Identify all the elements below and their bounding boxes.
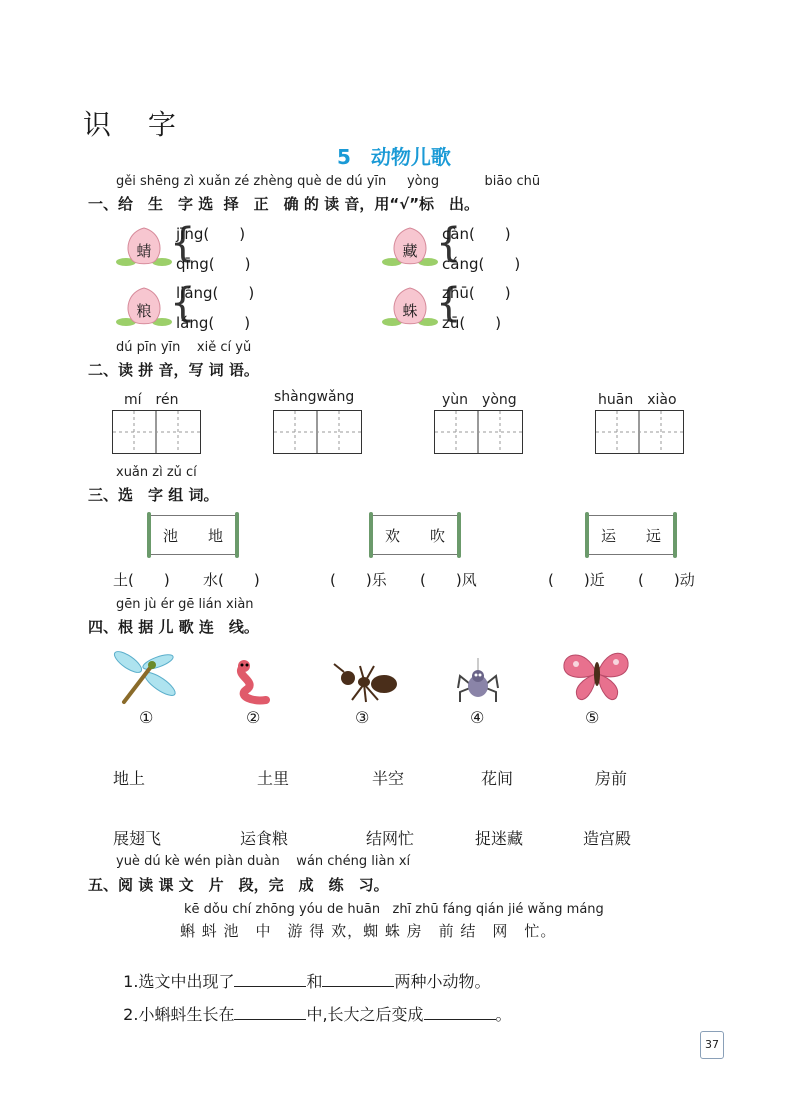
- lesson-title: 5 动物儿歌: [337, 145, 451, 169]
- q1-pinyin: gěi shēng zì xuǎn zé zhèng què de dú yīn yòng biāo chū: [116, 174, 541, 189]
- q3-instruction: 三、选 字 组 词。: [88, 486, 219, 504]
- place-label[interactable]: 地上: [113, 769, 146, 788]
- q4-instruction: 四、根 据 儿 歌 连 线。: [88, 618, 259, 636]
- q5-pinyin: yuè dú kè wén piàn duàn wán chéng liàn xí: [116, 854, 411, 869]
- sub-question-text: 两种小动物。: [394, 972, 491, 991]
- brace: {: [170, 280, 196, 326]
- fill-blank[interactable]: ( )乐: [330, 571, 387, 589]
- word-scroll: [370, 515, 460, 555]
- writing-grid[interactable]: [273, 410, 362, 454]
- fill-blank[interactable]: ( )近: [548, 571, 605, 589]
- page-number: 37: [700, 1031, 724, 1059]
- sub-question-2: [113, 983, 512, 1025]
- earthworm-icon: [232, 656, 272, 706]
- action-label[interactable]: 结网忙: [366, 829, 415, 848]
- q1-opt-1a[interactable]: jīng( ): [176, 225, 246, 243]
- passage-text: 蝌 蚪 池 中 游 得 欢，蜘 蛛 房 前 结 网 忙。: [180, 922, 557, 940]
- q4-pinyin: gēn jù ér gē lián xiàn: [116, 597, 254, 612]
- q1-opt-3a[interactable]: liáng( ): [176, 284, 255, 302]
- q3-pinyin: xuǎn zì zǔ cí: [116, 465, 197, 480]
- writing-grid[interactable]: [595, 410, 684, 454]
- q1-opt-3b[interactable]: láng( ): [176, 314, 251, 332]
- q1-char-2: 藏: [402, 242, 418, 260]
- animal-number: ⑤: [585, 708, 600, 727]
- q1-opt-2a[interactable]: càn( ): [442, 225, 511, 243]
- answer-blank[interactable]: [234, 1005, 306, 1020]
- q1-opt-4b[interactable]: zū( ): [442, 314, 502, 332]
- fill-blank[interactable]: ( )风: [420, 571, 477, 589]
- animal-number: ③: [355, 708, 370, 727]
- word-pinyin: shàngwǎng: [274, 389, 355, 405]
- peach-icon: [380, 222, 440, 272]
- peach-icon: [114, 222, 174, 272]
- action-label[interactable]: 捉迷藏: [475, 829, 524, 848]
- writing-grid[interactable]: [112, 410, 201, 454]
- section-title: 识 字: [83, 108, 190, 141]
- place-label[interactable]: 土里: [257, 769, 290, 788]
- word-pinyin: mí rén: [124, 392, 179, 408]
- word-pinyin: huān xiào: [598, 392, 677, 408]
- brace: {: [436, 280, 462, 326]
- q1-char-1: 蜻: [136, 242, 152, 260]
- q1-opt-1b[interactable]: qīng( ): [176, 255, 251, 273]
- q1-opt-4a[interactable]: zhū( ): [442, 284, 511, 302]
- q5-instruction: 五、阅 读 课 文 片 段，完 成 练 习。: [88, 876, 389, 894]
- word-pinyin: yùn yòng: [442, 392, 517, 408]
- sub-question-text: 。: [495, 1005, 512, 1024]
- fill-blank[interactable]: ( )动: [638, 571, 695, 589]
- q1-instruction: 一、给 生 字 选 择 正 确 的 读 音，用“√”标 出。: [88, 195, 480, 213]
- brace: {: [436, 220, 462, 266]
- scroll-text: 池 地: [163, 527, 224, 545]
- action-label[interactable]: 造宫殿: [583, 829, 632, 848]
- q1-char-3: 粮: [136, 302, 152, 320]
- peach-icon: [114, 282, 174, 332]
- animal-number: ②: [246, 708, 261, 727]
- brace: {: [170, 220, 196, 266]
- q1-opt-2b[interactable]: cáng( ): [442, 255, 521, 273]
- ant-icon: [330, 660, 400, 704]
- action-label[interactable]: 展翅飞: [113, 829, 162, 848]
- dragonfly-icon: [110, 648, 182, 706]
- spider-icon: [456, 658, 500, 704]
- scroll-text: 运 远: [601, 527, 662, 545]
- place-label[interactable]: 房前: [595, 769, 628, 788]
- sub-question-text: 和: [306, 972, 323, 991]
- peach-icon: [380, 282, 440, 332]
- sub-question-text: 中,长大之后变成: [306, 1005, 424, 1024]
- place-label[interactable]: 花间: [481, 769, 514, 788]
- word-scroll: [148, 515, 238, 555]
- animal-number: ①: [139, 708, 154, 727]
- q2-pinyin: dú pīn yīn xiě cí yǔ: [116, 340, 252, 355]
- sub-question-text: 1.选文中出现了: [123, 972, 235, 991]
- q2-instruction: 二、读 拼 音，写 词 语。: [88, 361, 259, 379]
- answer-blank[interactable]: [424, 1005, 496, 1020]
- q1-char-4: 蛛: [402, 302, 418, 320]
- passage-pinyin: kē dǒu chí zhōng yóu de huān zhī zhū fáng qián jié wǎng máng: [184, 902, 604, 917]
- place-label[interactable]: 半空: [372, 769, 405, 788]
- fill-blank[interactable]: 土( ): [113, 571, 170, 589]
- action-label[interactable]: 运食粮: [240, 829, 289, 848]
- scroll-text: 欢 吹: [385, 527, 446, 545]
- butterfly-icon: [558, 644, 634, 704]
- writing-grid[interactable]: [434, 410, 523, 454]
- animal-number: ④: [470, 708, 485, 727]
- word-scroll: [586, 515, 676, 555]
- fill-blank[interactable]: 水( ): [203, 571, 260, 589]
- sub-question-text: 2.小蝌蚪生长在: [123, 1005, 235, 1024]
